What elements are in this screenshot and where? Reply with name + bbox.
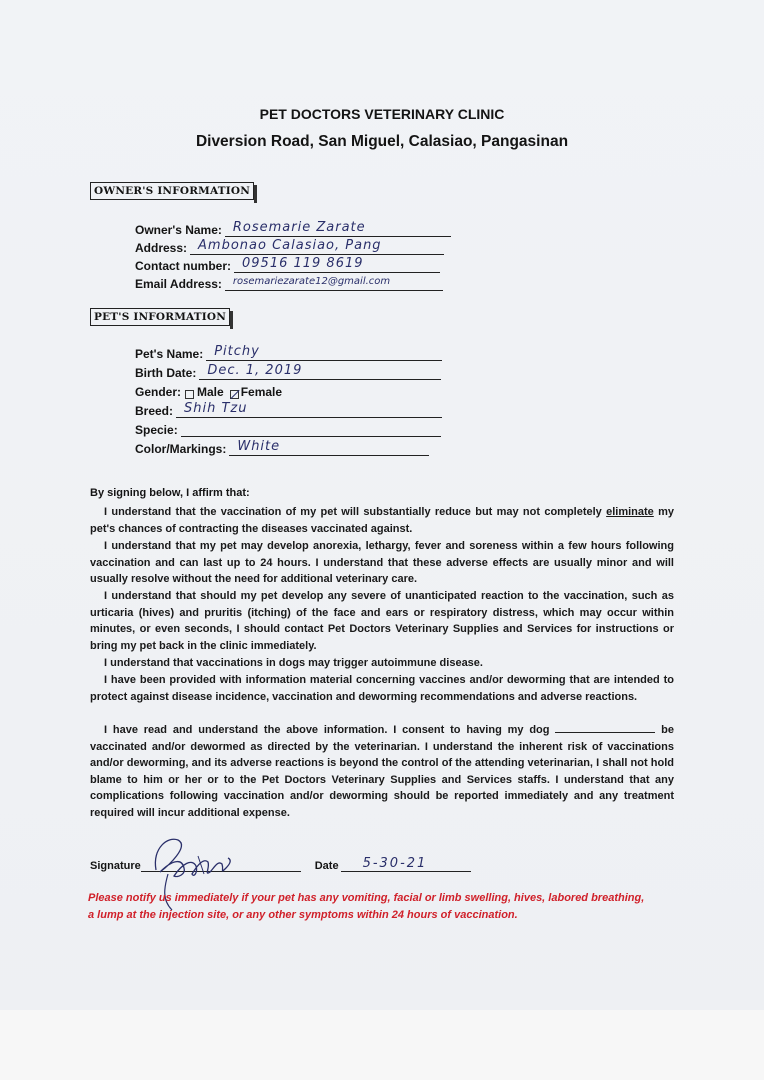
- affirm-paragraph-6: I have read and understand the above information. I consent to having my dog be vaccinated and/or dewormed as directed by the veterinarian. I understand the inherent risk of vaccinations and/or deworming, and its adverse reactions is beyond the control of the attending veterinarian, I shall not hold blame to him or her or to the Pet Doctors Veterinary Supplies and Services staffs. I understand that any complications following vaccination and/or deworming should be reported immediately and any treatment required will incur additional expense.: [90, 724, 674, 819]
- color-field[interactable]: [135, 438, 429, 456]
- address-value[interactable]: Ambonao Calasiao, Pang: [190, 238, 444, 255]
- owner-name-value[interactable]: Rosemarie Zarate: [225, 220, 451, 237]
- address-label: Address:: [135, 241, 188, 255]
- gender-field: [135, 381, 282, 399]
- pet-name-label: Pet's Name:: [135, 347, 204, 361]
- owner-name-field[interactable]: [135, 219, 451, 237]
- affirm-paragraph-4: I understand that vaccinations in dogs may trigger autoimmune disease.: [104, 657, 483, 669]
- contact-value[interactable]: 09516 119 8619: [234, 256, 440, 273]
- affirm-paragraph-5: I have been provided with information material concerning vaccines and/or deworming that are intended to protect against disease incidence, vaccination and deworming recommendations and adverse reactions.: [90, 674, 674, 703]
- red-warning-note: Please notify us immediately if your pet has any vomiting, facial or limb swelling, hives, labored breathing, a lump at the injection site, or any other symptoms within 24 hours of vaccination.: [88, 892, 645, 921]
- specie-label: Specie:: [135, 423, 178, 437]
- affirm-paragraph-3: I understand that should my pet develop any severe of unanticipated reaction to the vaccination, such as urticaria (hives) and pruritis (itching) of the face and ears or respiratory distress, which may occur within minutes, or even seconds, I should contact Pet Doctors Veterinary Supplies and Services for instructions or bring my pet back in the clinic immediately.: [90, 590, 674, 652]
- email-label: Email Address:: [135, 277, 222, 291]
- male-label: Male: [197, 385, 224, 399]
- pet-name-field[interactable]: [135, 343, 442, 361]
- gender-label: Gender:: [135, 385, 182, 399]
- affirm-paragraph-1: I understand that the vaccination of my pet will substantially reduce but may not completely eliminate my pet's chances of contracting the diseases vaccinated against.: [90, 506, 674, 535]
- male-checkbox[interactable]: [185, 390, 194, 399]
- contact-label: Contact number:: [135, 259, 231, 273]
- page-bottom-margin: [0, 1010, 764, 1080]
- birth-date-label: Birth Date:: [135, 366, 197, 380]
- breed-label: Breed:: [135, 404, 174, 418]
- email-field[interactable]: [135, 273, 443, 291]
- owner-section-header: OWNER'S INFORMATION: [90, 182, 254, 200]
- owner-name-label: Owner's Name:: [135, 223, 222, 237]
- female-label: Female: [240, 385, 283, 399]
- dog-name-blank[interactable]: [555, 722, 655, 733]
- breed-field[interactable]: [135, 400, 442, 418]
- specie-value[interactable]: [181, 420, 441, 437]
- email-value[interactable]: rosemariezarate12@gmail.com: [225, 274, 443, 291]
- date-label: Date: [314, 860, 339, 872]
- address-field[interactable]: [135, 237, 444, 255]
- signature-label: Signature: [90, 860, 141, 872]
- contact-field[interactable]: [135, 255, 440, 273]
- pet-name-value[interactable]: Pitchy: [206, 344, 442, 361]
- color-value[interactable]: White: [229, 439, 429, 456]
- clinic-name: PET DOCTORS VETERINARY CLINIC: [259, 106, 505, 122]
- clinic-address: Diversion Road, San Miguel, Calasiao, Pangasinan: [195, 133, 569, 150]
- pet-section-header: PET'S INFORMATION: [90, 308, 230, 326]
- eliminate-underlined: eliminate: [606, 506, 654, 518]
- female-checkbox[interactable]: [230, 390, 239, 399]
- breed-value[interactable]: Shih Tzu: [176, 401, 442, 418]
- affirm-paragraph-2: I understand that my pet may develop anorexia, lethargy, fever and soreness within a few hours following vaccination and can last up to 24 hours. I understand that these adverse effects are usually minor and will usually resolve without the need for additional veterinary care.: [90, 540, 674, 585]
- birth-date-value[interactable]: Dec. 1, 2019: [199, 363, 441, 380]
- birth-date-field[interactable]: [135, 362, 441, 380]
- color-label: Color/Markings:: [135, 442, 227, 456]
- affirm-heading: By signing below, I affirm that:: [90, 487, 250, 499]
- date-value[interactable]: 5-30-21: [341, 856, 471, 872]
- specie-field[interactable]: [135, 419, 441, 437]
